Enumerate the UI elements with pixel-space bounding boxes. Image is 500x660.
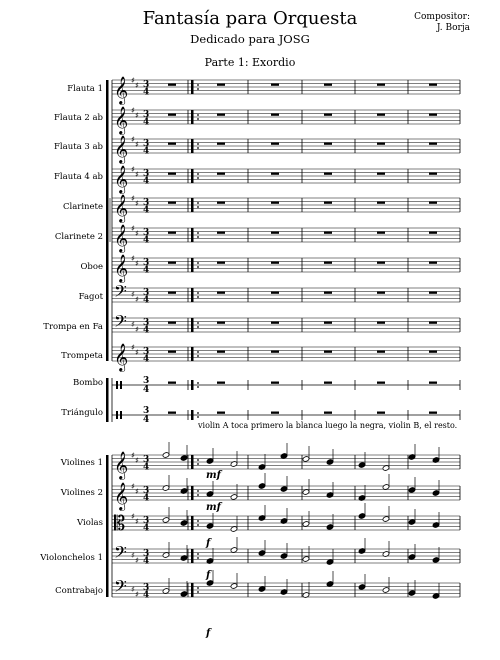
- whole-rest: [324, 351, 332, 353]
- whole-rest: [271, 262, 279, 264]
- whole-rest: [217, 232, 225, 234]
- repeat-dot: [197, 591, 199, 593]
- percussion-clef-bar: [116, 411, 118, 419]
- whole-rest: [324, 322, 332, 324]
- whole-rest: [429, 84, 437, 86]
- time-signature-bottom: 4: [143, 523, 150, 534]
- sharp-sign: ♯: [135, 259, 139, 268]
- repeat-barline: [191, 110, 194, 124]
- repeat-barline: [191, 288, 194, 302]
- sharp-sign: ♯: [135, 517, 139, 526]
- sharp-sign: ♯: [131, 76, 135, 85]
- whole-rest: [217, 351, 225, 353]
- whole-rest: [271, 114, 279, 116]
- whole-rest: [324, 292, 332, 294]
- repeat-barline: [191, 516, 194, 530]
- whole-rest: [168, 292, 176, 294]
- instrument-label: Contrabajo: [55, 586, 103, 596]
- time-signature-top: 3: [143, 318, 150, 328]
- instrument-label: Bombo: [73, 378, 103, 388]
- time-signature-bottom: 4: [143, 295, 150, 306]
- repeat-dot: [197, 553, 199, 555]
- sharp-sign: ♯: [131, 106, 135, 115]
- time-signature-bottom: 4: [143, 205, 150, 216]
- repeat-dot: [197, 147, 199, 149]
- whole-rest: [217, 382, 225, 384]
- instrument-label: Violas: [77, 518, 103, 528]
- whole-rest: [271, 232, 279, 234]
- clef-symbol: 𝄡: [114, 511, 126, 535]
- repeat-dot: [197, 266, 199, 268]
- sharp-sign: ♯: [131, 224, 135, 233]
- whole-rest: [271, 173, 279, 175]
- time-signature-bottom: 4: [143, 117, 150, 128]
- sharp-sign: ♯: [131, 343, 135, 352]
- sharp-sign: ♯: [135, 556, 139, 565]
- time-signature-bottom: 4: [143, 493, 150, 504]
- repeat-dot: [197, 520, 199, 522]
- whole-rest: [429, 232, 437, 234]
- whole-rest: [377, 382, 385, 384]
- whole-rest: [168, 143, 176, 145]
- repeat-dot: [197, 177, 199, 179]
- instrument-label: Flauta 4 ab: [54, 172, 103, 182]
- instrument-label: Triángulo: [61, 408, 103, 418]
- whole-rest: [271, 322, 279, 324]
- sharp-sign: ♯: [131, 482, 135, 491]
- repeat-dot: [197, 524, 199, 526]
- sharp-sign: ♯: [131, 320, 135, 329]
- clef-symbol: 𝄞: [114, 254, 129, 282]
- repeat-barline: [191, 198, 194, 212]
- dynamic-marking: mf: [206, 470, 221, 481]
- whole-rest: [429, 412, 437, 414]
- whole-rest: [217, 173, 225, 175]
- time-signature-bottom: 4: [143, 462, 150, 473]
- repeat-dot: [197, 173, 199, 175]
- whole-rest: [271, 382, 279, 384]
- sharp-sign: ♯: [131, 254, 135, 263]
- repeat-dot: [197, 296, 199, 298]
- whole-rest: [429, 173, 437, 175]
- repeat-dot: [197, 351, 199, 353]
- whole-rest: [217, 114, 225, 116]
- percussion-clef-bar: [120, 411, 122, 419]
- performance-annotation: violin A toca primero la blanca luego la negra, violin B, el resto.: [198, 421, 458, 430]
- composer-label: Compositor:: [414, 12, 470, 22]
- repeat-dot: [197, 84, 199, 86]
- sharp-sign: ♯: [135, 590, 139, 599]
- time-signature-top: 3: [143, 455, 150, 465]
- whole-rest: [217, 412, 225, 414]
- repeat-barline: [191, 380, 194, 390]
- instrument-label: Flauta 2 ab: [54, 113, 103, 123]
- whole-rest: [324, 84, 332, 86]
- sharp-sign: ♯: [131, 451, 135, 460]
- clef-symbol: 𝄞: [114, 135, 129, 163]
- repeat-dot: [197, 262, 199, 264]
- whole-rest: [324, 412, 332, 414]
- whole-rest: [429, 351, 437, 353]
- system-bracket: [106, 455, 109, 597]
- time-signature-bottom: 4: [143, 325, 150, 336]
- whole-rest: [324, 232, 332, 234]
- repeat-dot: [197, 236, 199, 238]
- sharp-sign: ♯: [135, 170, 139, 179]
- repeat-dot: [197, 322, 199, 324]
- instrument-label: Flauta 3 ab: [54, 142, 103, 152]
- whole-rest: [429, 382, 437, 384]
- section-title: Parte 1: Exordio: [204, 56, 296, 69]
- repeat-dot: [197, 386, 199, 388]
- score-title: Fantasía para Orquesta: [142, 8, 358, 29]
- repeat-dot: [197, 557, 199, 559]
- sharp-sign: ♯: [131, 551, 135, 560]
- time-signature-top: 3: [143, 110, 150, 120]
- dynamic-marking: f: [206, 570, 211, 581]
- repeat-dot: [197, 412, 199, 414]
- sharp-sign: ♯: [135, 456, 139, 465]
- whole-rest: [271, 351, 279, 353]
- time-signature-top: 3: [143, 198, 150, 208]
- whole-rest: [217, 84, 225, 86]
- repeat-dot: [197, 114, 199, 116]
- time-signature-top: 3: [143, 549, 150, 559]
- percussion-clef-bar: [116, 381, 118, 389]
- whole-rest: [217, 262, 225, 264]
- time-signature-top: 3: [143, 376, 150, 386]
- repeat-dot: [197, 587, 199, 589]
- clef-symbol: 𝄞: [114, 194, 129, 222]
- whole-rest: [168, 84, 176, 86]
- whole-rest: [168, 114, 176, 116]
- sharp-sign: ♯: [131, 512, 135, 521]
- instrument-label: Clarinete 2: [54, 232, 103, 242]
- time-signature-top: 3: [143, 406, 150, 416]
- composer-name: J. Borja: [436, 23, 470, 33]
- repeat-barline: [191, 347, 194, 361]
- clef-symbol: 𝄞: [114, 482, 129, 510]
- whole-rest: [324, 382, 332, 384]
- instrument-label: Violines 2: [60, 488, 103, 498]
- whole-rest: [168, 382, 176, 384]
- sharp-sign: ♯: [135, 111, 139, 120]
- time-signature-bottom: 4: [143, 590, 150, 601]
- instrument-label: Violines 1: [60, 458, 103, 468]
- instrument-label: Trompeta: [61, 351, 103, 361]
- repeat-dot: [197, 202, 199, 204]
- whole-rest: [429, 202, 437, 204]
- whole-rest: [324, 114, 332, 116]
- time-signature-top: 3: [143, 486, 150, 496]
- sharp-sign: ♯: [131, 135, 135, 144]
- whole-rest: [377, 412, 385, 414]
- instrument-label: Violonchelos 1: [40, 553, 103, 563]
- repeat-barline: [191, 169, 194, 183]
- time-signature-top: 3: [143, 80, 150, 90]
- clef-symbol: 𝄞: [114, 76, 129, 104]
- whole-rest: [168, 322, 176, 324]
- dynamic-marking: mf: [206, 502, 221, 513]
- repeat-dot: [197, 494, 199, 496]
- time-signature-bottom: 4: [143, 556, 150, 567]
- time-signature-top: 3: [143, 347, 150, 357]
- time-signature-bottom: 4: [143, 235, 150, 246]
- clef-symbol: 𝄢: [114, 576, 127, 600]
- clef-symbol: 𝄞: [114, 343, 129, 371]
- clef-symbol: 𝄞: [114, 224, 129, 252]
- time-signature-bottom: 4: [143, 146, 150, 157]
- whole-rest: [377, 292, 385, 294]
- system-bracket: [106, 80, 109, 361]
- whole-rest: [377, 173, 385, 175]
- percussion-clef-bar: [120, 381, 122, 389]
- whole-rest: [429, 114, 437, 116]
- repeat-barline: [191, 583, 194, 597]
- repeat-barline: [191, 318, 194, 332]
- repeat-dot: [197, 232, 199, 234]
- instrument-label: Oboe: [80, 262, 103, 272]
- clef-symbol: 𝄢: [114, 281, 127, 305]
- whole-rest: [217, 143, 225, 145]
- whole-rest: [377, 351, 385, 353]
- whole-rest: [168, 412, 176, 414]
- clef-symbol: 𝄞: [114, 451, 129, 479]
- repeat-dot: [197, 292, 199, 294]
- sharp-sign: ♯: [135, 487, 139, 496]
- clef-symbol: 𝄞: [114, 165, 129, 193]
- repeat-barline: [191, 549, 194, 563]
- repeat-dot: [197, 326, 199, 328]
- sharp-sign: ♯: [135, 325, 139, 334]
- time-signature-top: 3: [143, 169, 150, 179]
- whole-rest: [324, 173, 332, 175]
- repeat-dot: [197, 416, 199, 418]
- whole-rest: [377, 84, 385, 86]
- whole-rest: [377, 322, 385, 324]
- whole-rest: [377, 232, 385, 234]
- whole-rest: [217, 322, 225, 324]
- repeat-barline: [191, 139, 194, 153]
- time-signature-top: 3: [143, 583, 150, 593]
- whole-rest: [168, 202, 176, 204]
- whole-rest: [271, 143, 279, 145]
- repeat-dot: [197, 490, 199, 492]
- sharp-sign: ♯: [131, 290, 135, 299]
- whole-rest: [324, 202, 332, 204]
- sharp-sign: ♯: [135, 199, 139, 208]
- time-signature-top: 3: [143, 228, 150, 238]
- repeat-barline: [191, 455, 194, 469]
- whole-rest: [271, 84, 279, 86]
- whole-rest: [377, 114, 385, 116]
- repeat-dot: [197, 382, 199, 384]
- time-signature-bottom: 4: [143, 265, 150, 276]
- repeat-dot: [197, 88, 199, 90]
- whole-rest: [168, 173, 176, 175]
- repeat-dot: [197, 459, 199, 461]
- time-signature-bottom: 4: [143, 415, 150, 425]
- time-signature-bottom: 4: [143, 176, 150, 187]
- whole-rest: [429, 262, 437, 264]
- whole-rest: [271, 412, 279, 414]
- whole-rest: [271, 202, 279, 204]
- instrument-label: Fagot: [78, 292, 103, 302]
- whole-rest: [168, 262, 176, 264]
- system-bracket: [106, 378, 109, 422]
- repeat-dot: [197, 206, 199, 208]
- repeat-barline: [191, 80, 194, 94]
- sharp-sign: ♯: [135, 229, 139, 238]
- instrument-label: Flauta 1: [67, 84, 103, 94]
- whole-rest: [377, 202, 385, 204]
- whole-rest: [168, 232, 176, 234]
- whole-rest: [217, 202, 225, 204]
- sharp-sign: ♯: [135, 81, 139, 90]
- dynamic-marking: f: [206, 538, 211, 549]
- repeat-barline: [191, 228, 194, 242]
- time-signature-bottom: 4: [143, 385, 150, 395]
- whole-rest: [429, 292, 437, 294]
- sharp-sign: ♯: [135, 140, 139, 149]
- repeat-dot: [197, 355, 199, 357]
- whole-rest: [168, 351, 176, 353]
- whole-rest: [429, 143, 437, 145]
- repeat-barline: [191, 410, 194, 420]
- time-signature-bottom: 4: [143, 87, 150, 98]
- time-signature-top: 3: [143, 516, 150, 526]
- time-signature-top: 3: [143, 258, 150, 268]
- repeat-dot: [197, 463, 199, 465]
- whole-rest: [324, 262, 332, 264]
- whole-rest: [377, 262, 385, 264]
- instrument-label: Trompa en Fa: [43, 322, 103, 332]
- clef-symbol: 𝄢: [114, 542, 127, 566]
- sharp-sign: ♯: [131, 165, 135, 174]
- time-signature-top: 3: [143, 288, 150, 298]
- whole-rest: [324, 143, 332, 145]
- sharp-sign: ♯: [131, 585, 135, 594]
- sharp-sign: ♯: [135, 348, 139, 357]
- whole-rest: [217, 292, 225, 294]
- clef-symbol: 𝄞: [114, 106, 129, 134]
- instrument-label: Clarinete: [62, 202, 103, 212]
- score-subtitle: Dedicado para JOSG: [190, 32, 310, 46]
- whole-rest: [271, 292, 279, 294]
- dynamic-marking: f: [206, 628, 211, 639]
- repeat-barline: [191, 486, 194, 500]
- repeat-barline: [191, 258, 194, 272]
- repeat-dot: [197, 118, 199, 120]
- repeat-dot: [197, 143, 199, 145]
- sharp-sign: ♯: [131, 194, 135, 203]
- time-signature-top: 3: [143, 139, 150, 149]
- sharp-sign: ♯: [135, 295, 139, 304]
- time-signature-bottom: 4: [143, 354, 150, 365]
- whole-rest: [377, 143, 385, 145]
- clef-symbol: 𝄢: [114, 311, 127, 335]
- whole-rest: [429, 322, 437, 324]
